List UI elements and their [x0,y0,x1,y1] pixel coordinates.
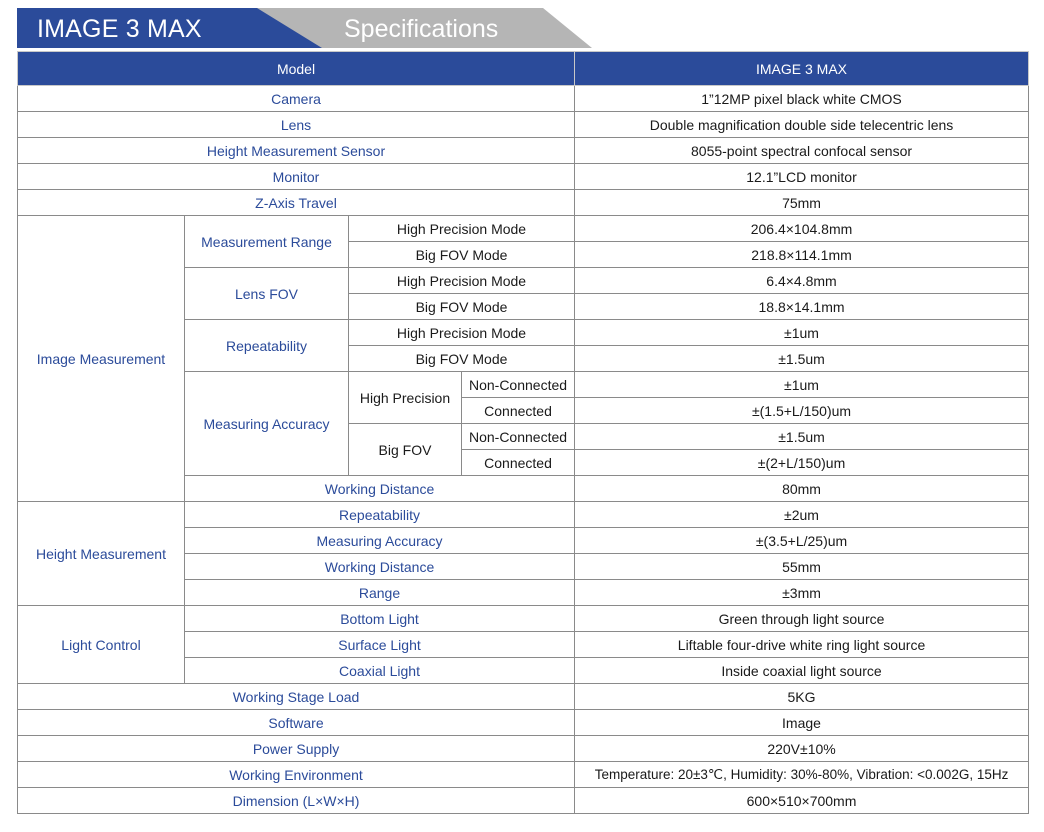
height-range-label: Range [185,580,575,606]
height-range-value: ±3mm [575,580,1029,606]
table-row [18,502,1029,528]
table-header-row [18,52,1029,86]
stage-load-label: Working Stage Load [18,684,575,710]
stage-load-value: 5KG [575,684,1029,710]
image-working-distance-value: 80mm [575,476,1029,502]
bottom-light-label: Bottom Light [185,606,575,632]
accuracy-high-c-value: ±(1.5+L/150)um [575,398,1029,424]
table-row [18,216,1029,242]
coaxial-light-value: Inside coaxial light source [575,658,1029,684]
lens-fov-high-value: 6.4×4.8mm [575,268,1029,294]
power-supply-label: Power Supply [18,736,575,762]
table-row [18,710,1029,736]
software-value: Image [575,710,1029,736]
section-title: Specifications [344,15,499,43]
lens-fov-label: Lens FOV [185,268,349,320]
table-row [18,606,1029,632]
model-label: Model [18,52,575,86]
accuracy-high-label: High Precision [349,372,462,424]
accuracy-fov-c-value: ±(2+L/150)um [575,450,1029,476]
lens-value: Double magnification double side telecentric lens [575,112,1029,138]
image-repeatability-high-mode: High Precision Mode [349,320,575,346]
accuracy-high-nc-value: ±1um [575,372,1029,398]
model-value: IMAGE 3 MAX [575,52,1029,86]
z-axis-label: Z-Axis Travel [18,190,575,216]
measurement-range-high-mode: High Precision Mode [349,216,575,242]
z-axis-value: 75mm [575,190,1029,216]
bottom-light-value: Green through light source [575,606,1029,632]
working-environment-value: Temperature: 20±3℃, Humidity: 30%-80%, Vibration: <0.002G, 15Hz [575,762,1029,788]
table-row [18,762,1029,788]
table-row [18,190,1029,216]
accuracy-fov-nc-value: ±1.5um [575,424,1029,450]
image-accuracy-label: Measuring Accuracy [185,372,349,476]
power-supply-value: 220V±10% [575,736,1029,762]
accuracy-fov-c-label: Connected [462,450,575,476]
table-row [18,164,1029,190]
table-row [18,112,1029,138]
height-repeatability-value: ±2um [575,502,1029,528]
measurement-range-label: Measurement Range [185,216,349,268]
coaxial-light-label: Coaxial Light [185,658,575,684]
surface-light-label: Surface Light [185,632,575,658]
image-repeatability-label: Repeatability [185,320,349,372]
accuracy-fov-label: Big FOV [349,424,462,476]
surface-light-value: Liftable four-drive white ring light source [575,632,1029,658]
dimension-label: Dimension (L×W×H) [18,788,575,814]
spec-table [17,51,1029,814]
height-measurement-label: Height Measurement [18,502,185,606]
table-row [18,788,1029,814]
light-control-label: Light Control [18,606,185,684]
camera-label: Camera [18,86,575,112]
dimension-value: 600×510×700mm [575,788,1029,814]
working-environment-label: Working Environment [18,762,575,788]
height-repeatability-label: Repeatability [185,502,575,528]
table-row [18,86,1029,112]
monitor-value: 12.1”LCD monitor [575,164,1029,190]
height-sensor-label: Height Measurement Sensor [18,138,575,164]
software-label: Software [18,710,575,736]
table-row [18,684,1029,710]
product-title: IMAGE 3 MAX [37,15,202,43]
height-sensor-value: 8055-point spectral confocal sensor [575,138,1029,164]
image-repeatability-fov-value: ±1.5um [575,346,1029,372]
image-repeatability-fov-mode: Big FOV Mode [349,346,575,372]
measurement-range-fov-value: 218.8×114.1mm [575,242,1029,268]
table-row [18,736,1029,762]
height-working-distance-value: 55mm [575,554,1029,580]
height-accuracy-label: Measuring Accuracy [185,528,575,554]
lens-fov-fov-value: 18.8×14.1mm [575,294,1029,320]
image-repeatability-high-value: ±1um [575,320,1029,346]
height-working-distance-label: Working Distance [185,554,575,580]
table-row [18,138,1029,164]
spec-header [17,8,577,50]
image-measurement-label: Image Measurement [18,216,185,502]
height-accuracy-value: ±(3.5+L/25)um [575,528,1029,554]
lens-fov-fov-mode: Big FOV Mode [349,294,575,320]
camera-value: 1”12MP pixel black white CMOS [575,86,1029,112]
monitor-label: Monitor [18,164,575,190]
image-working-distance-label: Working Distance [185,476,575,502]
lens-label: Lens [18,112,575,138]
lens-fov-high-mode: High Precision Mode [349,268,575,294]
accuracy-high-nc-label: Non-Connected [462,372,575,398]
measurement-range-high-value: 206.4×104.8mm [575,216,1029,242]
accuracy-high-c-label: Connected [462,398,575,424]
measurement-range-fov-mode: Big FOV Mode [349,242,575,268]
accuracy-fov-nc-label: Non-Connected [462,424,575,450]
